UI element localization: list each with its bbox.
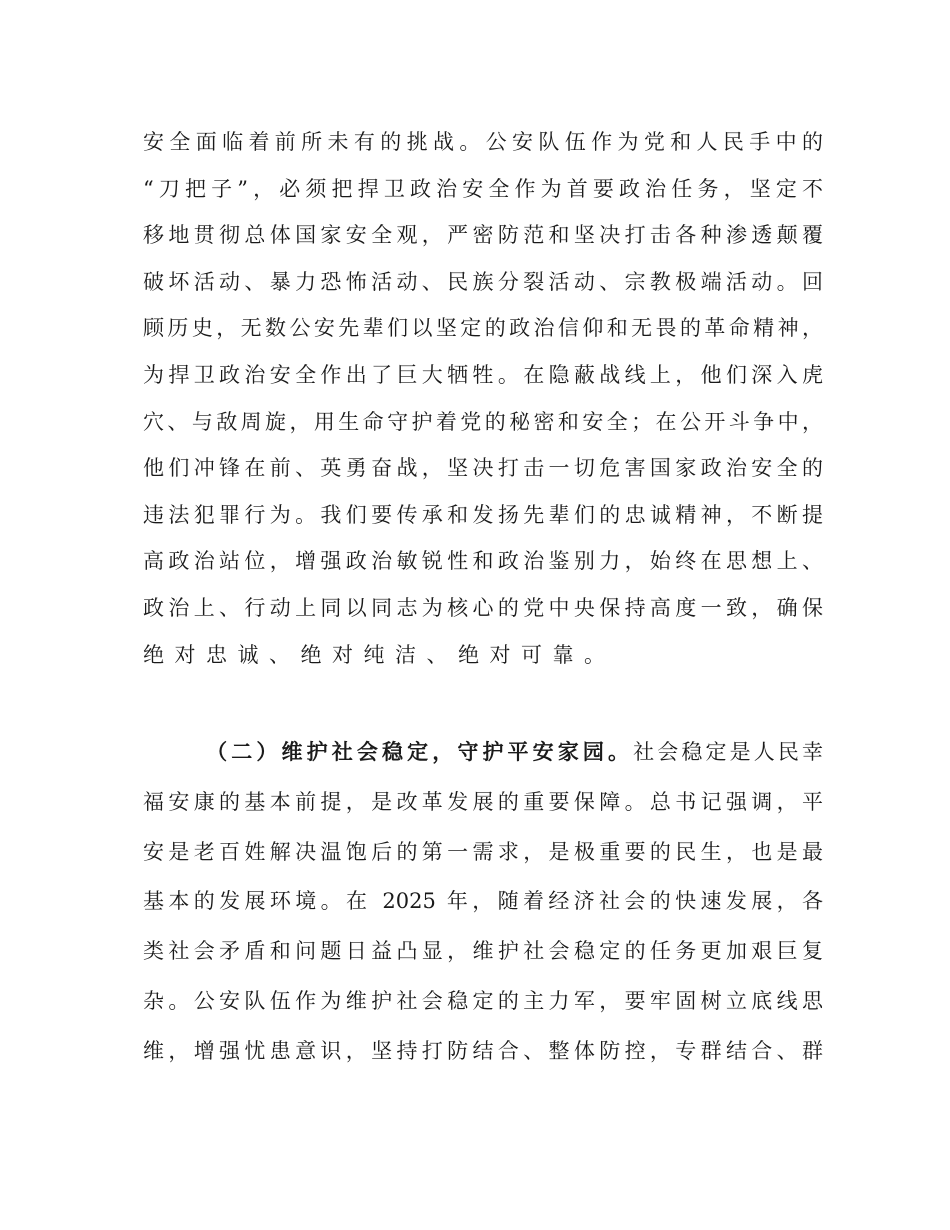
- paragraph-line: 破坏活动、暴力恐怖活动、民族分裂活动、宗教极端活动。回: [143, 269, 823, 294]
- paragraph-line: 杂。公安队伍作为维护社会稳定的主力军，要牢固树立底线思: [143, 988, 823, 1013]
- paragraph-line: 维，增强忧患意识，坚持打防结合、整体防控，专群结合、群: [143, 1038, 823, 1063]
- paragraph-line: 政治上、行动上同以同志为核心的党中央保持高度一致，确保: [143, 595, 823, 620]
- paragraph-line: 为捍卫政治安全作出了巨大牺牲。在隐蔽战线上，他们深入虎: [143, 362, 823, 387]
- paragraph-line: 移地贯彻总体国家安全观，严密防范和坚决打击各种渗透颠覆: [143, 223, 823, 248]
- paragraph-line: 违法犯罪行为。我们要传承和发扬先辈们的忠诚精神，不断提: [143, 502, 823, 527]
- paragraph-first-line: [143, 728, 823, 778]
- paragraph-line: 高政治站位，增强政治敏锐性和政治鉴别力，始终在思想上、: [143, 549, 823, 574]
- paragraph-political-security: [143, 119, 823, 678]
- paragraph-line: 他们冲锋在前、英勇奋战，坚决打击一切危害国家政治安全的: [143, 456, 823, 481]
- paragraph-line: 福安康的基本前提，是改革发展的重要保障。总书记强调，平: [143, 789, 823, 814]
- heading-continuation: 社会稳定是人民幸: [633, 740, 824, 764]
- paragraph-line: 安全面临着前所未有的挑战。公安队伍作为党和人民手中的: [143, 130, 823, 154]
- paragraph-line: 基本的发展环境。在 2025 年，随着经济社会的快速发展，各: [143, 889, 823, 914]
- paragraph-line: 穴、与敌周旋，用生命守护着党的秘密和安全；在公开斗争中，: [143, 409, 823, 434]
- section-heading: （二）维护社会稳定，守护平安家园。: [203, 740, 634, 764]
- paragraph-line: 顾历史，无数公安先辈们以坚定的政治信仰和无畏的革命精神，: [143, 316, 823, 341]
- paragraph-line: “刀把子”，必须把捍卫政治安全作为首要政治任务，坚定不: [143, 176, 823, 201]
- paragraph-social-stability: [143, 728, 823, 1077]
- paragraph-line: 类社会矛盾和问题日益凸显，维护社会稳定的任务更加艰巨复: [143, 939, 823, 964]
- paragraph-line: 绝对忠诚、绝对纯洁、绝对可靠。: [143, 642, 616, 667]
- paragraph-line: 安是老百姓解决温饱后的第一需求，是极重要的民生，也是最: [143, 839, 823, 864]
